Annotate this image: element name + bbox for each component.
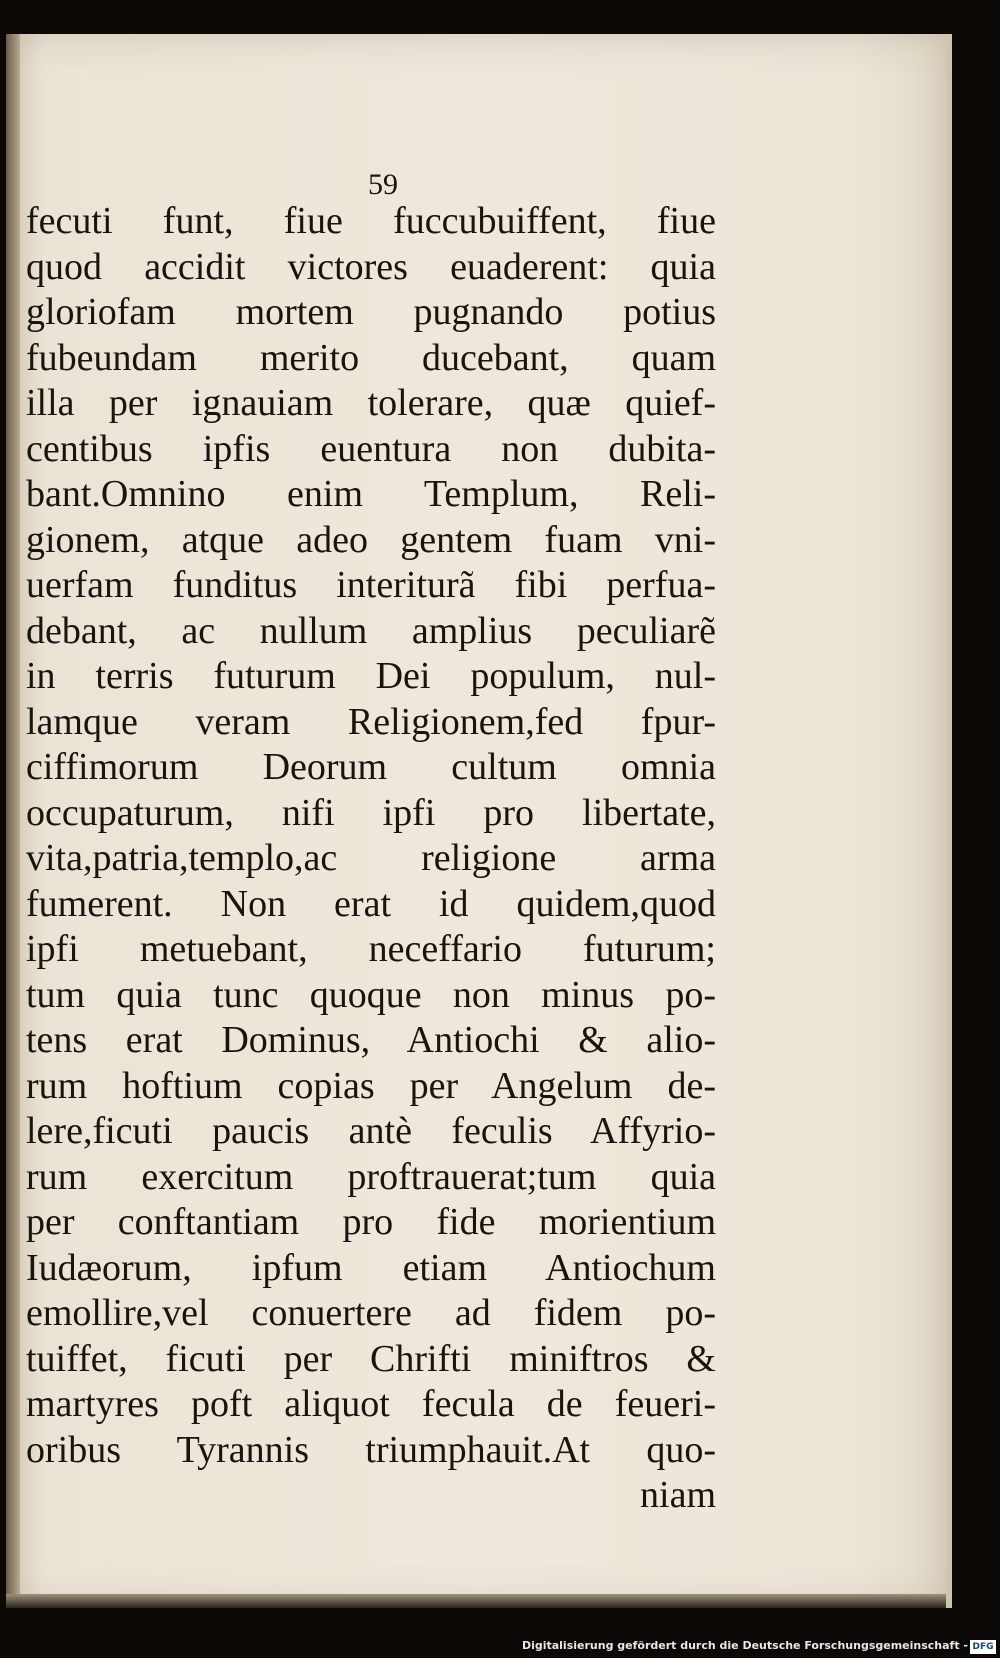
text-line: rum hoftium copias per Angelum de- — [26, 1064, 716, 1107]
text-line: occupaturum, nifi ipfi pro libertate, — [26, 791, 716, 834]
text-line: uerfam funditus interiturã fibi perfua- — [26, 564, 716, 606]
text-line: tens erat Dominus, Antiochi & alio- — [26, 1019, 716, 1061]
text-line: in terris futurum Dei populum, nul- — [26, 655, 716, 697]
digitization-credit: Digitalisierung gefördert durch die Deutsche Forschungsgemeinschaft - — [521, 1639, 968, 1652]
text-line: Iudæorum, ipfum etiam Antiochum — [26, 1246, 716, 1289]
text-line: tuiffet, ficuti per Chrifti miniftros & — [26, 1337, 716, 1380]
text-line: fumerent. Non erat id quidem,quod — [26, 882, 716, 925]
text-line: debant, ac nullum amplius peculiarẽ — [26, 609, 716, 652]
text-line: oribus Tyrannis triumphauit.At quo- — [26, 1428, 716, 1471]
page-bottom-edge — [6, 1594, 946, 1608]
page-number: 59 — [368, 168, 398, 201]
text-line: quod accidit victores euaderent: quia — [26, 245, 716, 288]
text-line: ciffimorum Deorum cultum omnia — [26, 746, 716, 788]
catchword: niam — [640, 1474, 716, 1516]
text-line: ipfi metuebant, neceffario futurum; — [26, 928, 716, 970]
text-line: illa per ignauiam tolerare, quæ quief- — [26, 382, 716, 424]
text-line: fubeundam merito ducebant, quam — [26, 336, 716, 379]
book-page — [6, 34, 952, 1608]
text-line: gloriofam mortem pugnando potius — [26, 291, 716, 333]
text-line: gionem, atque adeo gentem fuam vni- — [26, 518, 716, 561]
page-spine-shadow — [6, 34, 20, 1608]
body-text — [26, 199, 716, 1519]
text-line: per conftantiam pro fide morientium — [26, 1201, 716, 1243]
text-line: fecuti funt, fiue fuccubuiffent, fiue — [26, 200, 716, 242]
text-line: lere,ficuti paucis antè feculis Affyrio- — [26, 1110, 716, 1152]
text-line: centibus ipfis euentura non dubita- — [26, 427, 716, 470]
dfg-logo: DFG — [970, 1640, 996, 1654]
text-line: vita,patria,templo,ac religione arma — [26, 837, 716, 879]
text-line: bant.Omnino enim Templum, Reli- — [26, 473, 716, 515]
text-line: martyres poft aliquot fecula de feueri- — [26, 1383, 716, 1425]
text-line: rum exercitum proftrauerat;tum quia — [26, 1155, 716, 1198]
text-line: lamque veram Religionem,fed fpur- — [26, 700, 716, 743]
text-line: tum quia tunc quoque non minus po- — [26, 973, 716, 1016]
text-line: emollire,vel conuertere ad fidem po- — [26, 1292, 716, 1334]
